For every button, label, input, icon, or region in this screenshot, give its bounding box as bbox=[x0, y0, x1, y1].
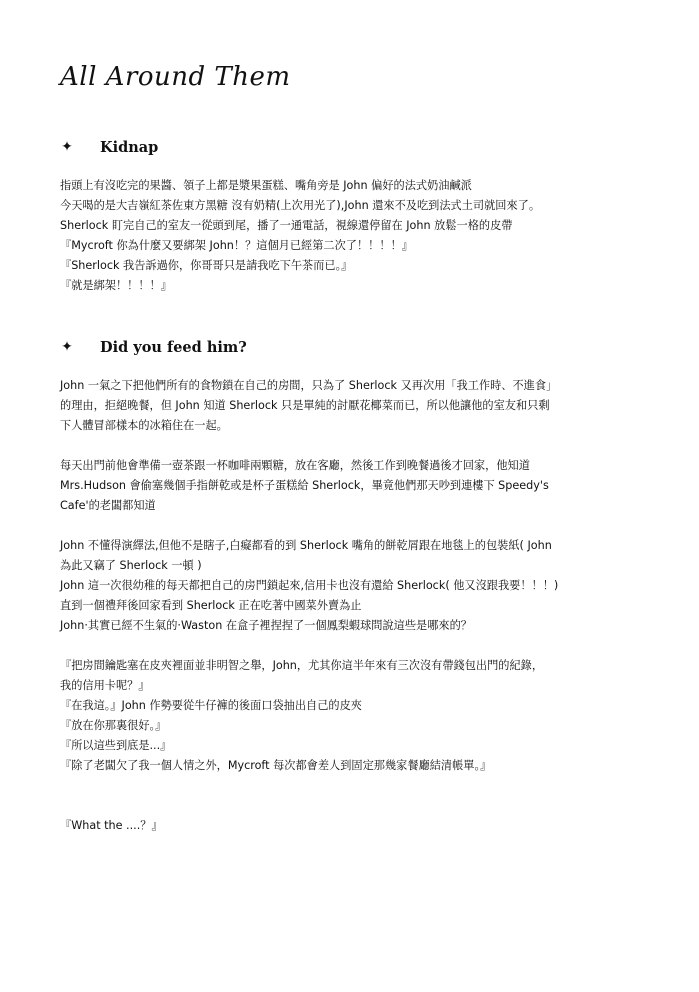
text-line: 為此又竊了 Sherlock 一頓 ) bbox=[60, 559, 202, 572]
paragraph-2 bbox=[60, 456, 660, 516]
text-line: 直到一個禮拜後回家看到 Sherlock 正在吃著中國菜外賣為止 bbox=[60, 599, 362, 612]
section-title: Did you feed him? bbox=[100, 338, 247, 356]
text-line: 今天喝的是大吉嶺紅茶佐東方黑糖 沒有奶精(上次用光了),John 還來不及吃到法式土司就回來了。 bbox=[60, 199, 541, 212]
text-line: 指頭上有沒吃完的果醬、領子上都是漿果蛋糕、嘴角旁是 John 偏好的法式奶油鹹派 bbox=[60, 179, 472, 192]
document-title: All Around Them bbox=[60, 62, 291, 92]
sparkle-icon: ✦ bbox=[61, 339, 73, 355]
section-body-kidnap bbox=[60, 176, 660, 296]
section-heading-did-you-feed-him bbox=[60, 336, 247, 358]
text-line: 『就是綁架！！！！』 bbox=[60, 279, 172, 292]
paragraph-1 bbox=[60, 376, 660, 436]
text-line: John 不懂得演繹法,但他不是瞎子,白癡都看的到 Sherlock 嘴角的餅乾屑跟在地毯上的包裝紙( John bbox=[60, 539, 552, 552]
text-line: 『在我這。』John 作勢要從牛仔褲的後面口袋抽出自己的皮夾 bbox=[60, 699, 362, 712]
text-line: John 這一次很幼稚的每天都把自己的房門鎖起來,信用卡也沒有還給 Sherlock( 他又沒跟我要！！！) bbox=[60, 579, 559, 592]
text-line: 『Sherlock 我告訴過你，你哥哥只是請我吃下午茶而已。』 bbox=[60, 259, 353, 272]
sparkle-icon: ✦ bbox=[61, 139, 73, 155]
text-line: 每天出門前他會準備一壺茶跟一杯咖啡兩顆糖，放在客廳，然後工作到晚餐過後才回家，他知道 bbox=[60, 459, 530, 472]
text-line: 的理由，拒絕晚餐，但 John 知道 Sherlock 只是單純的討厭花椰菜而已，所以他讓他的室友和只剩 bbox=[60, 399, 550, 412]
text-line: 『除了老闆欠了我一個人情之外，Mycroft 每次都會差人到固定那幾家餐廳結清帳單。』 bbox=[60, 759, 492, 772]
section-title: Kidnap bbox=[100, 138, 159, 156]
text-line: 下人體冒部樣本的冰箱住在一起。 bbox=[60, 419, 228, 432]
text-line: 『所以這些到底是...』 bbox=[60, 739, 172, 752]
paragraph-4 bbox=[60, 656, 660, 776]
text-line: John·其實已經不生氣的·Waston 在盒子裡捏捏了一個鳳梨蝦球問說這些是哪來的？ bbox=[60, 619, 472, 632]
text-line: 『Mycroft 你為什麼又要綁架 John！？這個月已經第二次了！！！！』 bbox=[60, 239, 413, 252]
text-line: Cafe'的老闆都知道 bbox=[60, 499, 156, 512]
text-line: 『把房間鑰匙塞在皮夾裡面並非明智之舉，John，尤其你這半年來有三次沒有帶錢包出門的紀錄， bbox=[60, 659, 544, 672]
text-line: Sherlock 盯完自己的室友一從頭到尾，播了一通電話，視線還停留在 John 放鬆一格的皮帶 bbox=[60, 219, 513, 232]
paragraph-5 bbox=[60, 816, 660, 836]
text-line: Mrs.Hudson 會偷塞幾個手指餅乾或是杯子蛋糕給 Sherlock，畢竟他們那天吵到連樓下 Speedy's bbox=[60, 479, 549, 492]
text-line: 『What the ....？』 bbox=[60, 819, 163, 832]
text-line: 我的信用卡呢？』 bbox=[60, 679, 150, 692]
text-line: 『放在你那裏很好。』 bbox=[60, 719, 167, 732]
text-line: John 一氣之下把他們所有的食物鎖在自己的房間，只為了 Sherlock 又再次用「我工作時、不進食」 bbox=[60, 379, 558, 392]
paragraph-3 bbox=[60, 536, 660, 636]
section-heading-kidnap bbox=[60, 136, 158, 158]
